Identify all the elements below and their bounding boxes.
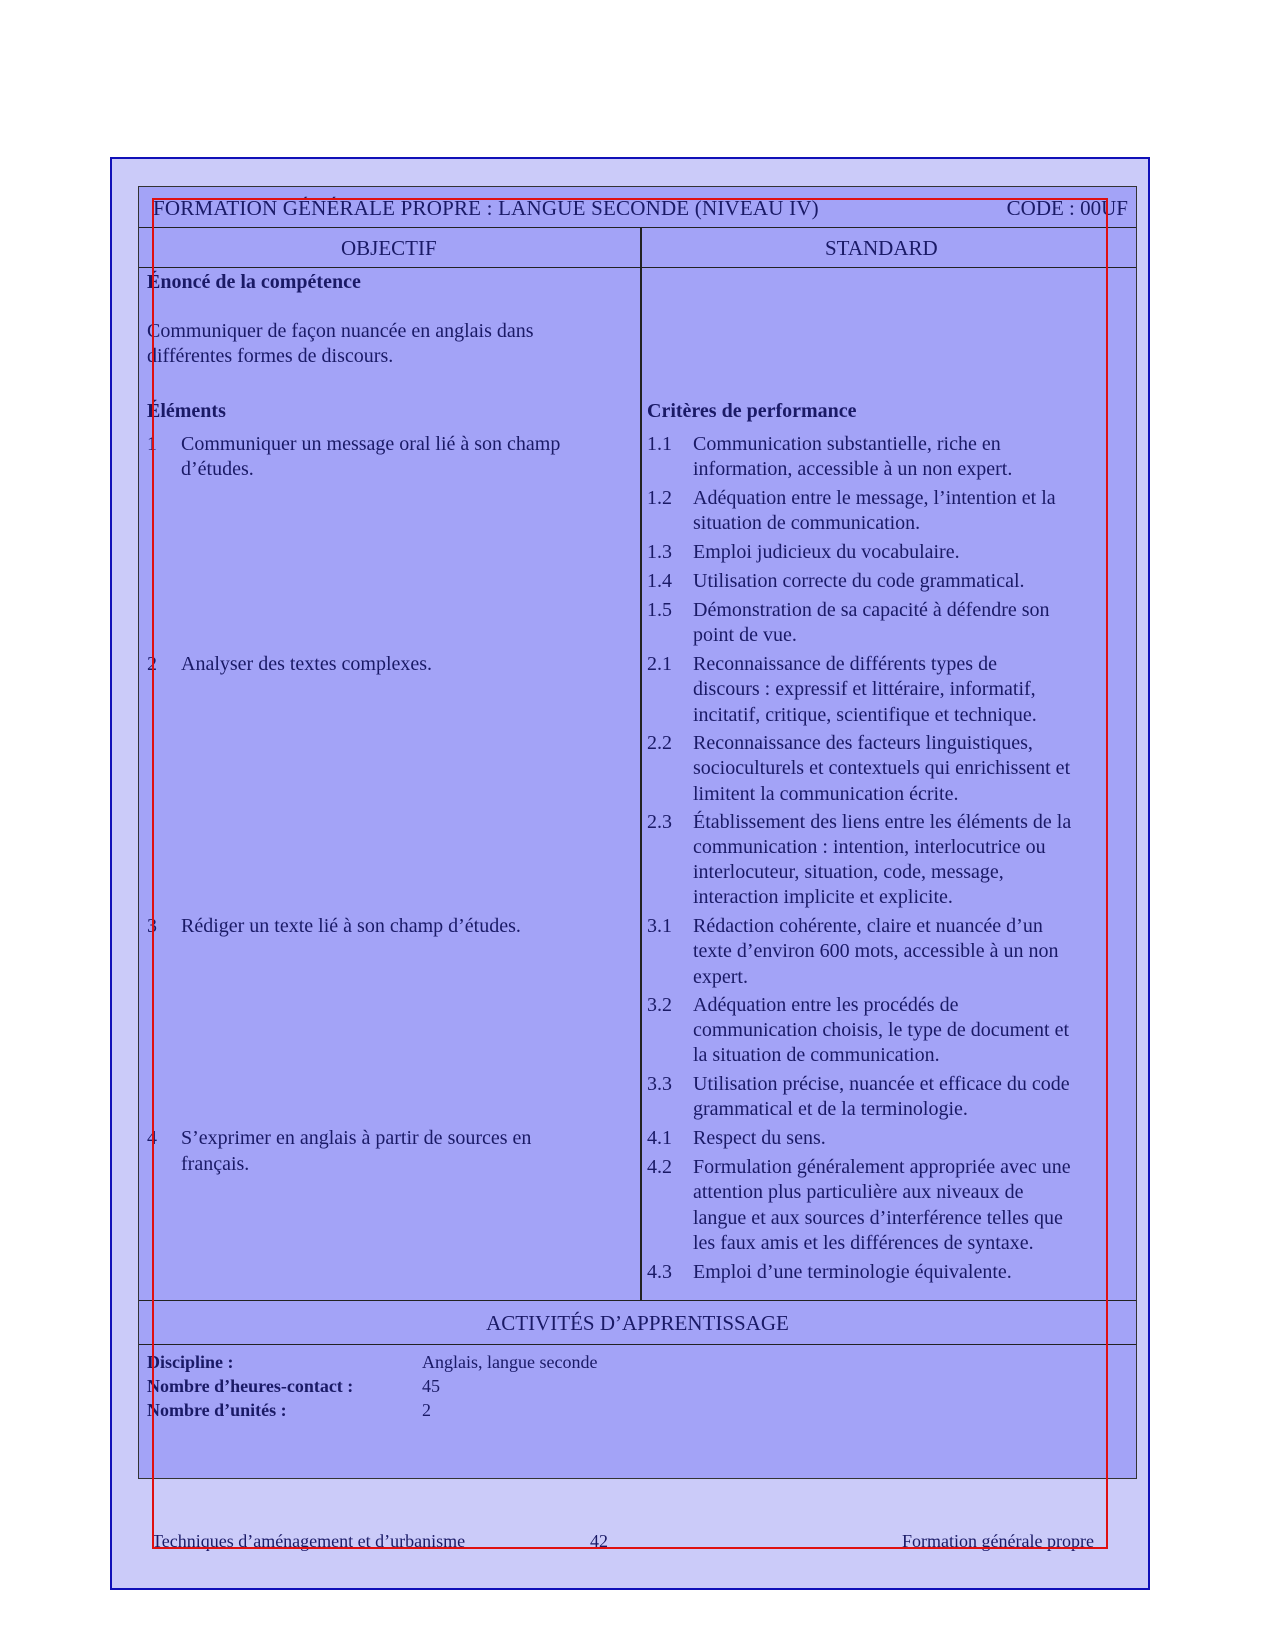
- discipline-value: Anglais, langue seconde: [422, 1352, 598, 1372]
- activites-title: ACTIVITÉS D’APPRENTISSAGE: [486, 1311, 789, 1335]
- competence-line-2: différentes formes de discours.: [147, 345, 394, 367]
- table-header: [139, 187, 1136, 228]
- objectif-header: OBJECTIF: [341, 236, 437, 260]
- unites-label: Nombre d’unités :: [147, 1400, 287, 1420]
- form-title: FORMATION GÉNÉRALE PROPRE : LANGUE SECONDE (NIVEAU IV): [153, 196, 819, 220]
- criteres-heading: Critères de performance: [647, 400, 857, 422]
- activites-header: [139, 1300, 1136, 1345]
- unites-value: 2: [422, 1400, 431, 1420]
- page-number: 42: [590, 1531, 608, 1551]
- competence-heading: Énoncé de la compétence: [147, 271, 361, 293]
- heures-label: Nombre d’heures-contact :: [147, 1376, 354, 1396]
- competence-line-1: Communiquer de façon nuancée en anglais dans: [147, 320, 534, 342]
- competency-table: [138, 186, 1137, 1479]
- standard-header: STANDARD: [825, 236, 938, 260]
- table-body: Énoncé de la compétence Communiquer de façon nuancée en anglais dans différentes formes de discours. Éléments Critères de performance 1 Communiquer un message oral lié à son champ d’études. 2 Analyser des textes complexes. 3 Rédiger un texte lié à son champ d’études. 4 S’exprimer en anglais à partir de sources en français. 1.1 Communication substantielle, riche en information, accessible à un non expert. 1.2 Adéquation entre le message, l’intention et la situation de communication. 1.3 Emploi judicieux du vocabulaire. 1.4 Utilisation correcte du code grammatical. 1.5 Démonstration de sa capacité à défendre son point de vue. 2.1 Reconnaissance de différents types de discours : expressif et littéraire, informatif, incitatif, critique, scientifique et technique. 2.2 Reconnaissance des facteurs linguistiques, socioculturels et contextuels qui enrichissent et limitent la communication écrite. 2.3 Établissement des liens entre les éléments de la communication : intention, interlocutrice ou interlocuteur, situation, code, message, interaction implicite et explicite. 3.1 Rédaction cohérente, claire et nuancée d’un texte d’environ 600 mots, accessible à un non expert. 3.2 Adéquation entre les procédés de communication choisis, le type de document et la situation de communication. 3.3 Utilisation précise, nuancée et efficace du code grammatical et de la terminologie. 4.1 Respect du sens. 4.2 Formulation généralement appropriée avec une attention plus particulière aux niveaux de langue et aux sources d’interférence telles que les faux amis et les différences de syntaxe. 4.3 Emploi d’une terminologie équivalente.: [139, 267, 1136, 1301]
- footer-right: Formation générale propre: [902, 1531, 1094, 1551]
- discipline-label: Discipline :: [147, 1352, 234, 1372]
- form-code: CODE : 00UF: [1006, 196, 1128, 220]
- heures-value: 45: [422, 1376, 440, 1396]
- elements-heading: Éléments: [147, 400, 226, 422]
- footer-left: Techniques d’aménagement et d’urbanisme: [152, 1531, 466, 1551]
- column-headers: [139, 227, 1136, 268]
